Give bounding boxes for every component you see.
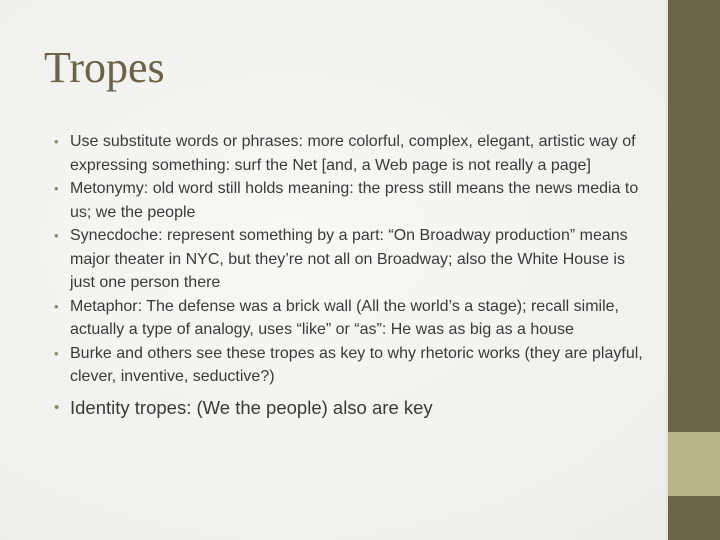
bullet-dot-icon: • <box>54 134 59 149</box>
bullet-item <box>54 295 654 342</box>
bullet-text: Identity tropes: (We the people) also are key <box>70 396 433 418</box>
bullet-text: Metaphor: The defense was a brick wall (All the world’s a stage); recall simile, actually a type of analogy, uses “like” or “as”: He was as big as a house <box>70 297 619 338</box>
side-strip-middle <box>668 432 720 496</box>
bullet-dot-icon: • <box>54 181 59 196</box>
slide-title: Tropes <box>44 43 165 92</box>
bullet-text: Synecdoche: represent something by a part: “On Broadway production” means major theater in NYC, but they’re not all on Broadway; also the White House is just one person there <box>70 227 628 291</box>
bullet-dot-icon: • <box>54 398 60 416</box>
bullet-item <box>54 224 654 295</box>
bullet-list <box>54 130 654 421</box>
bullet-item <box>54 177 654 224</box>
bullet-text: Burke and others see these tropes as key to why rhetoric works (they are playful, clever, inventive, seductive?) <box>70 344 643 385</box>
bullet-item <box>54 342 654 389</box>
side-strip-top <box>668 0 720 432</box>
bullet-item <box>54 130 654 177</box>
side-accent-strip <box>668 0 720 540</box>
bullet-dot-icon: • <box>54 345 59 361</box>
bullet-dot-icon: • <box>54 298 59 314</box>
bullet-text: Metonymy: old word still holds meaning: the press still means the news media to us; we the people <box>70 180 639 221</box>
bullet-item-emphasis <box>54 395 654 421</box>
bullet-text: Use substitute words or phrases: more colorful, complex, elegant, artistic way of expressing something: surf the Net [and, a Web page is not really a page] <box>70 133 636 174</box>
bullet-dot-icon: • <box>54 228 59 243</box>
side-strip-bottom <box>668 496 720 540</box>
